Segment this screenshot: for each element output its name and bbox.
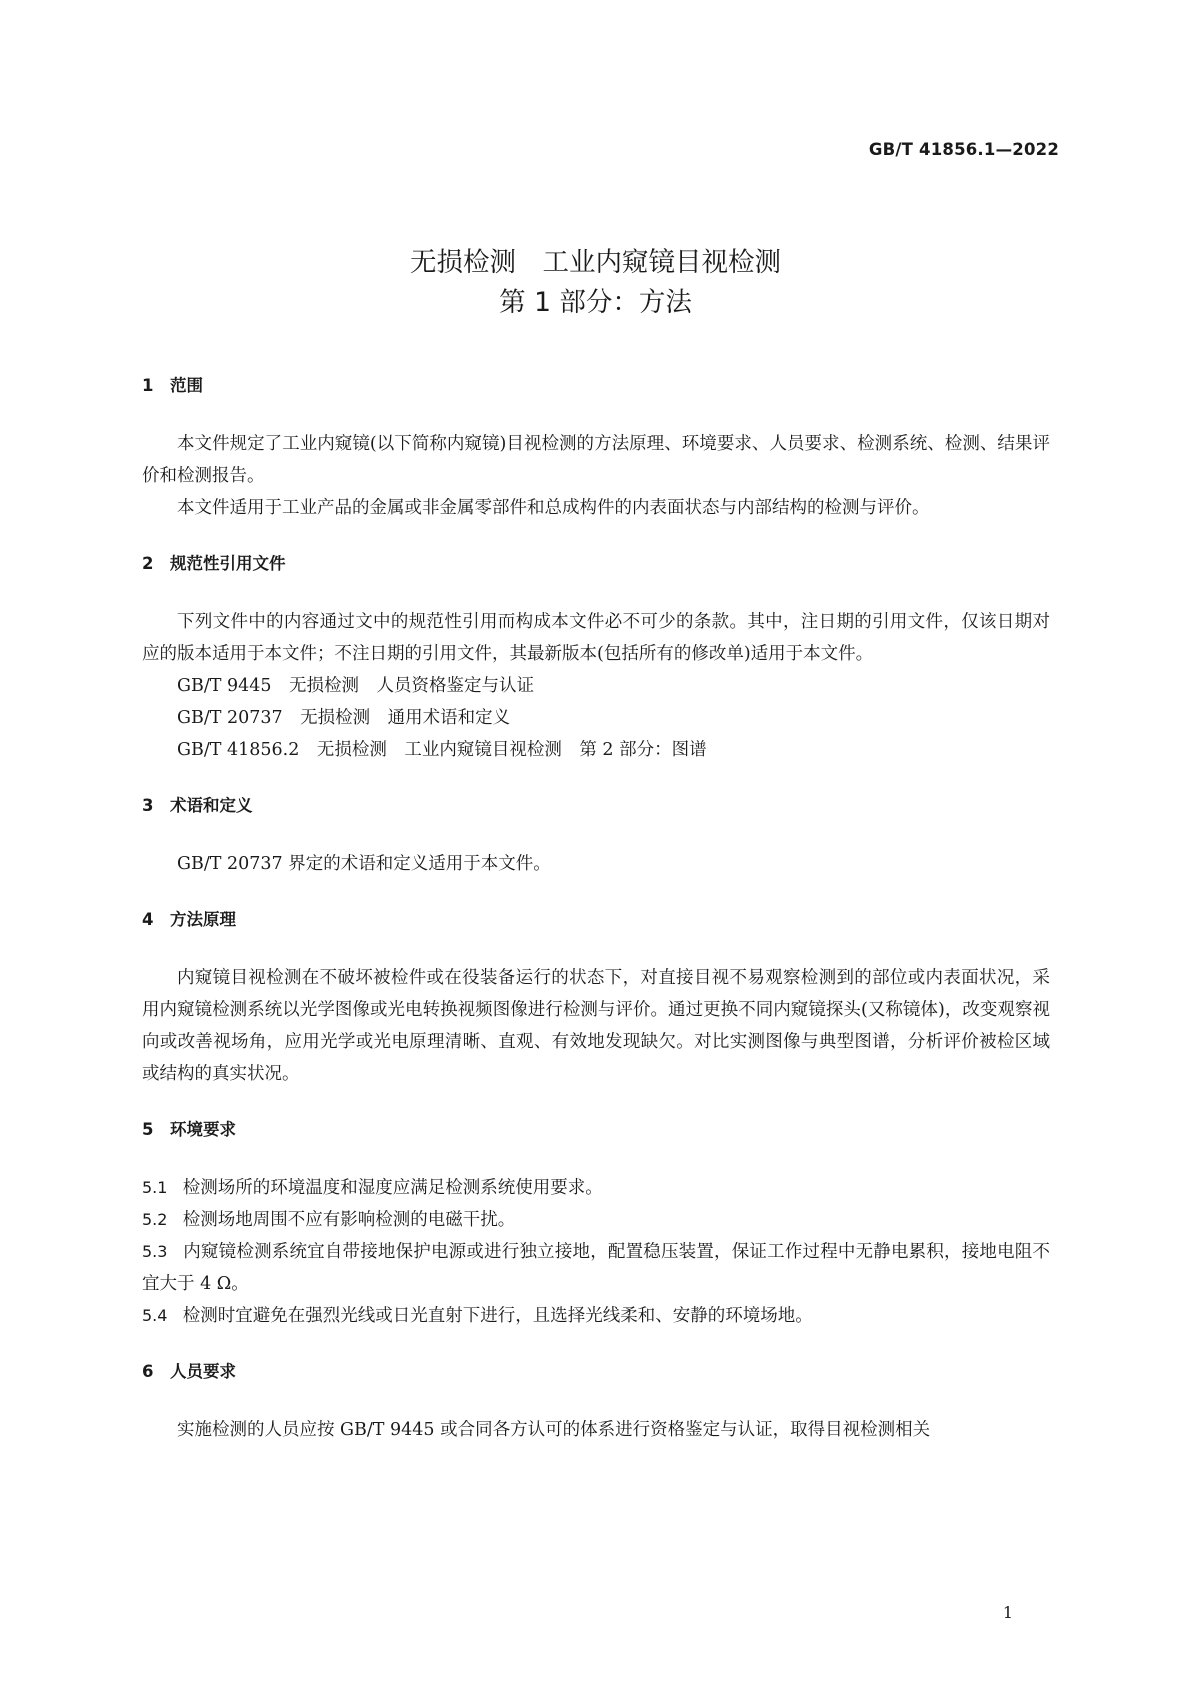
clause-number: 5.4 [142, 1306, 168, 1325]
section-heading: 5 环境要求 [142, 1120, 236, 1139]
clause-number: 5.3 [142, 1242, 168, 1261]
paragraph: 本文件规定了工业内窥镜(以下简称内窥镜)目视检测的方法原理、环境要求、人员要求、检测系统、检测、结果评价和检测报告。 [142, 434, 1050, 486]
reference-item: GB/T 9445 无损检测 人员资格鉴定与认证 [177, 676, 535, 696]
paragraph: 本文件适用于工业产品的金属或非金属零部件和总成构件的内表面状态与内部结构的检测与评价。 [177, 498, 930, 518]
clause-text: 检测场地周围不应有影响检测的电磁干扰。 [182, 1210, 516, 1230]
section-environment-requirements [142, 1114, 1050, 1332]
paragraph: 下列文件中的内容通过文中的规范性引用而构成本文件必不可少的条款。其中，注日期的引用文件，仅该日期对应的版本适用于本文件；不注日期的引用文件，其最新版本(包括所有的修改单)适用于本文件。 [142, 612, 1050, 664]
section-terms-definitions [142, 790, 1050, 880]
section-heading: 4 方法原理 [142, 910, 236, 929]
reference-item: GB/T 41856.2 无损检测 工业内窥镜目视检测 第 2 部分：图谱 [177, 740, 707, 760]
section-heading: 2 规范性引用文件 [142, 554, 286, 573]
paragraph: 内窥镜目视检测在不破坏被检件或在役装备运行的状态下，对直接目视不易观察检测到的部位或内表面状况，采用内窥镜检测系统以光学图像或光电转换视频图像进行检测与评价。通过更换不同内窥镜探头(又称镜体)，改变观察视向或改善视场角，应用光学或光电原理清晰、直观、有效地发现缺欠。对比实测图像与典型图谱，分析评价被检区域或结构的真实状况。 [142, 968, 1050, 1084]
section-personnel-requirements [142, 1356, 1050, 1446]
standard-code: GB/T 41856.1—2022 [868, 140, 1059, 159]
clause-text: 检测时宜避免在强烈光线或日光直射下进行，且选择光线柔和、安静的环境场地。 [182, 1306, 813, 1326]
clause-text: 检测场所的环境温度和湿度应满足检测系统使用要求。 [182, 1178, 603, 1198]
page-number: 1 [1002, 1603, 1013, 1622]
section-heading: 3 术语和定义 [142, 796, 253, 815]
paragraph: 实施检测的人员应按 GB/T 9445 或合同各方认可的体系进行资格鉴定与认证，取得目视检测相关 [177, 1420, 931, 1440]
section-heading: 6 人员要求 [142, 1362, 236, 1381]
clause [142, 1236, 1050, 1300]
document-title-line2: 第 1 部分：方法 [499, 287, 692, 318]
section-method-principle [142, 904, 1050, 1090]
clause-number: 5.1 [142, 1178, 168, 1197]
reference-item: GB/T 20737 无损检测 通用术语和定义 [177, 708, 511, 728]
clause-number: 5.2 [142, 1210, 168, 1229]
clause [142, 1300, 1050, 1332]
clause [142, 1172, 1050, 1204]
section-heading: 1 范围 [142, 376, 203, 395]
section-scope [142, 370, 1050, 524]
document-title-line1: 无损检测 工业内窥镜目视检测 [410, 247, 781, 278]
paragraph: GB/T 20737 界定的术语和定义适用于本文件。 [177, 854, 551, 874]
section-normative-references [142, 548, 1050, 766]
document-body [142, 370, 1050, 1470]
clause [142, 1204, 1050, 1236]
clause-text: 内窥镜检测系统宜自带接地保护电源或进行独立接地，配置稳压装置，保证工作过程中无静电累积，接地电阻不宜大于 4 Ω。 [142, 1242, 1050, 1294]
